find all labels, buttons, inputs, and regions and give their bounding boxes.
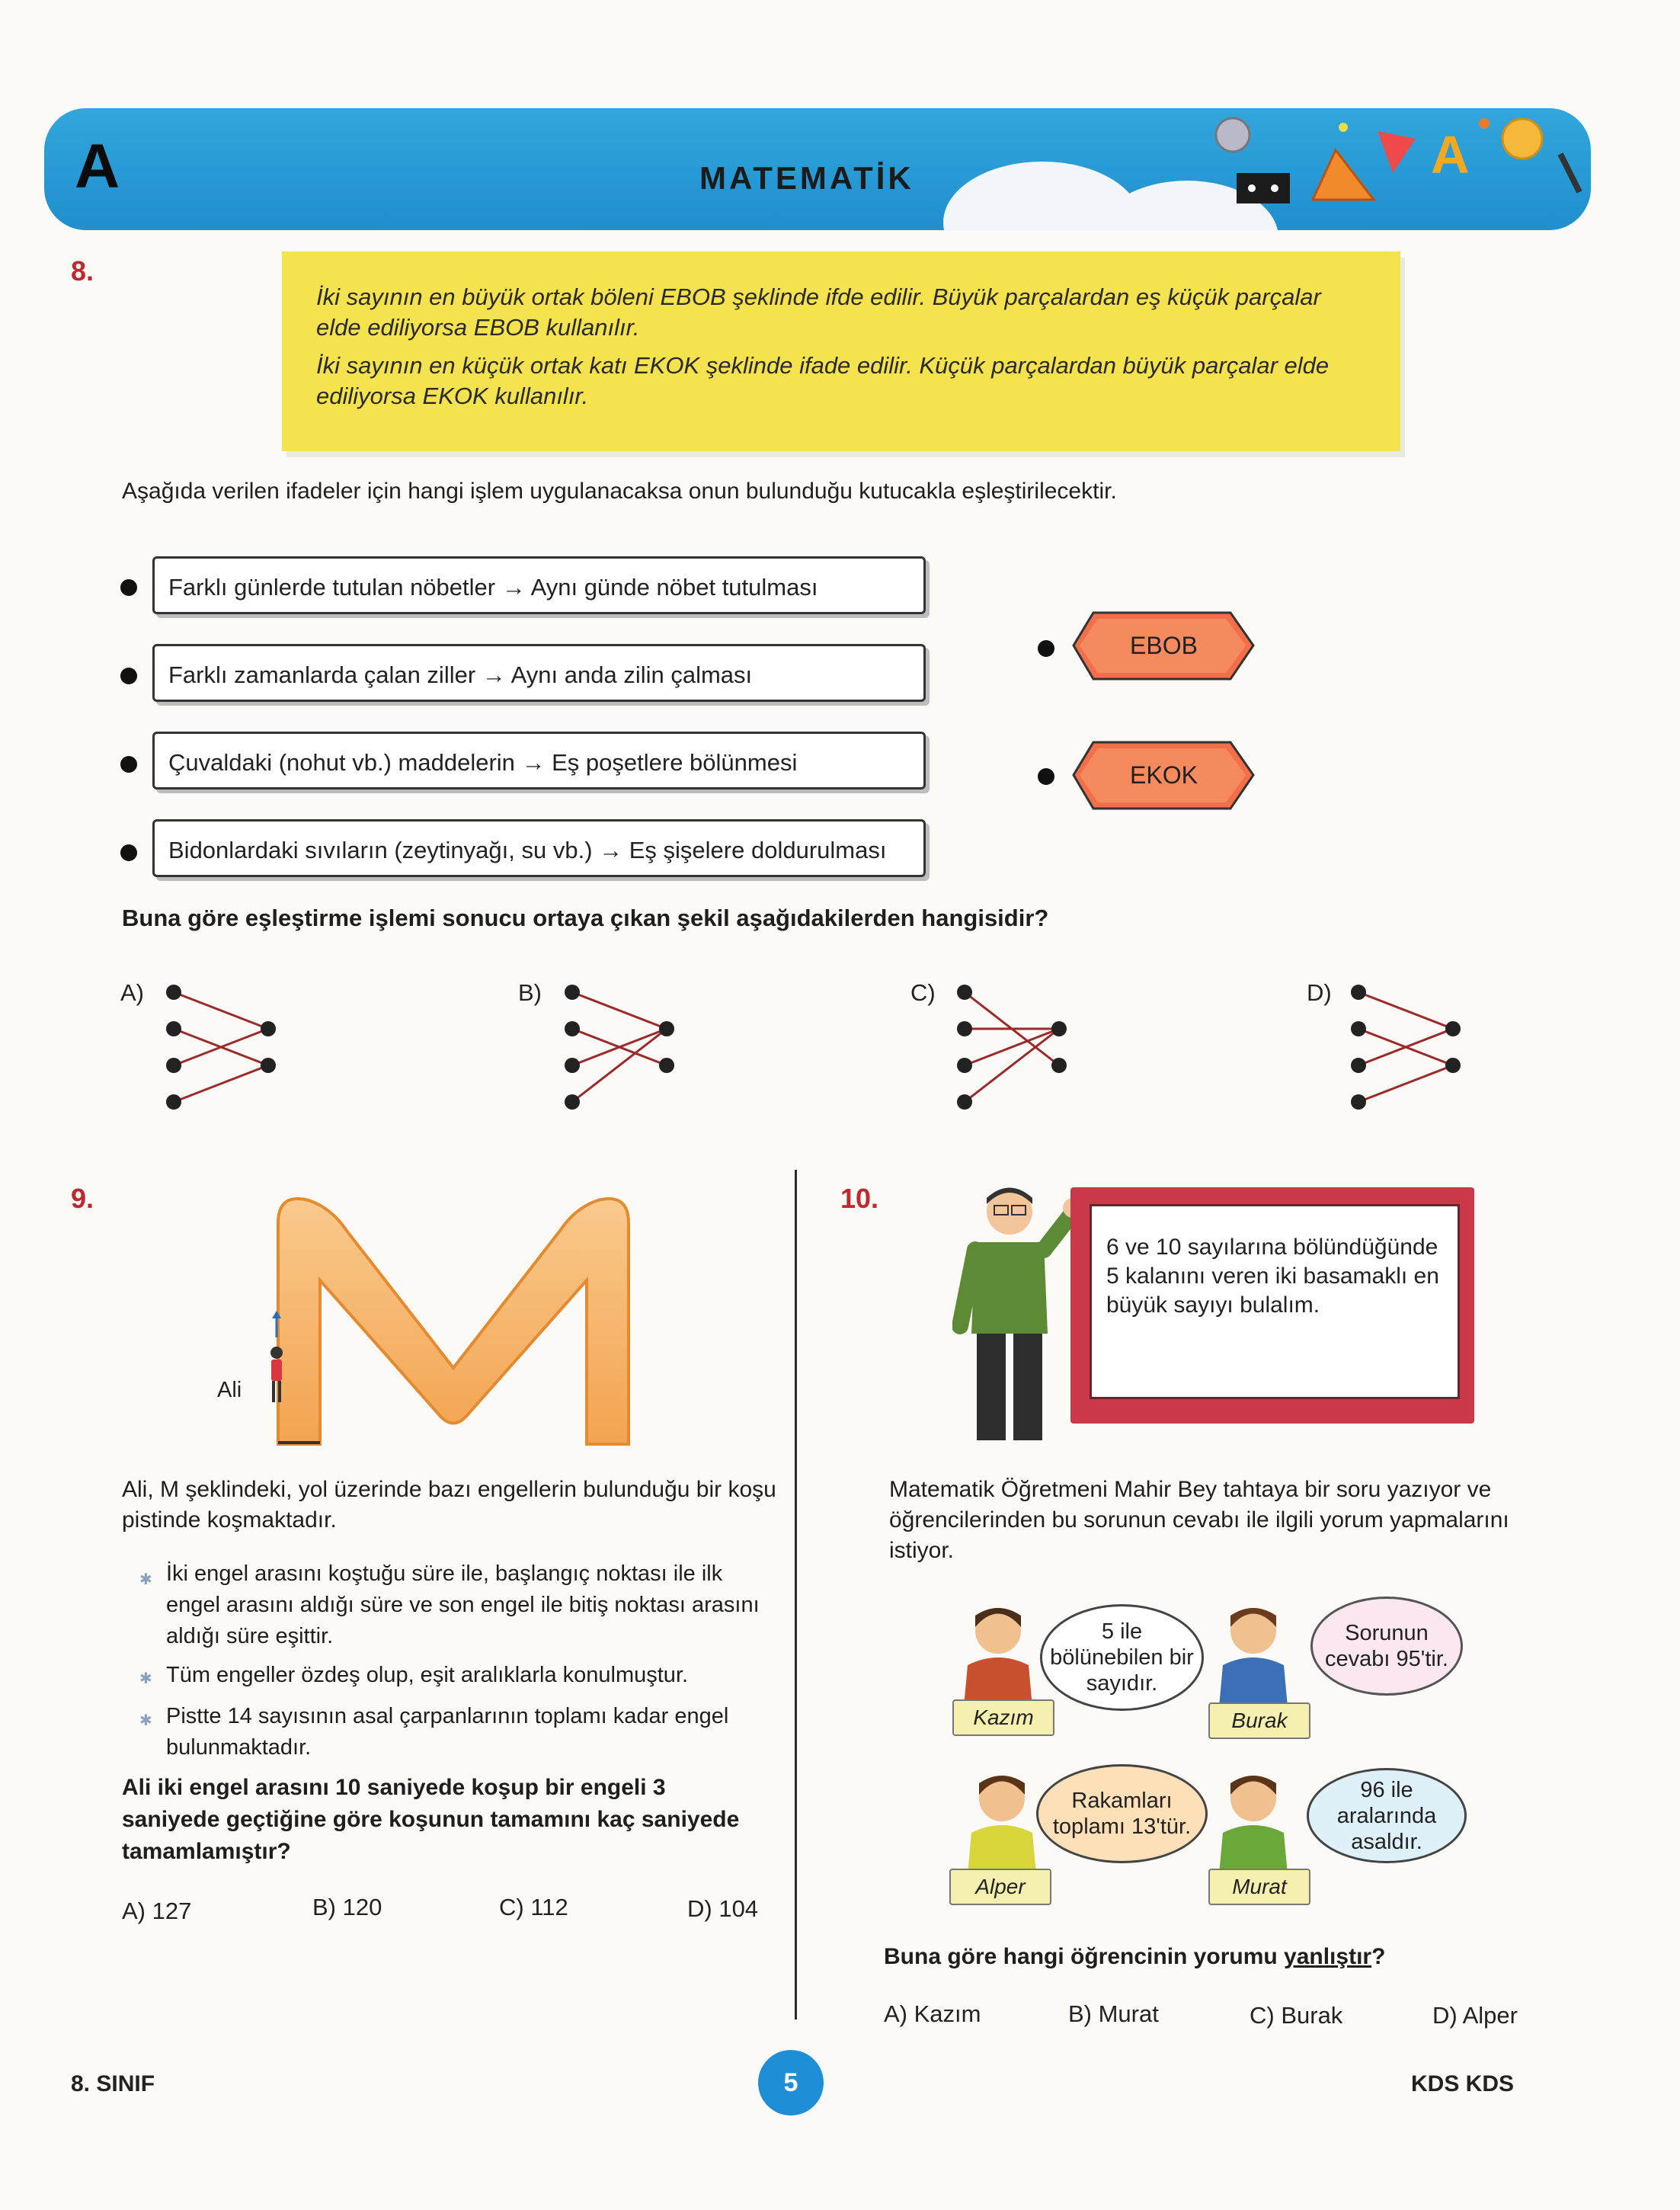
- ali-label: Ali: [217, 1378, 242, 1402]
- q9-bullet-2: Tüm engeller özdeş olup, eşit aralıklarla konulmuştur.: [166, 1663, 689, 1687]
- ebob-label: EBOB: [1130, 632, 1198, 659]
- bullet-dot: [120, 844, 137, 861]
- question-8-number: 8.: [71, 255, 94, 287]
- q9-bullet-1: İki engel arasını koştuğu süre ile, başlangıç noktası ile ilk engel arasını aldığı süre ve son engel ile bitiş noktası arasını aldığı süre eşittir.: [166, 1561, 760, 1648]
- bubble-alper: Rakamları toplamı 13'tür.: [1036, 1764, 1208, 1863]
- option-a-diagram[interactable]: [160, 983, 282, 1113]
- section-letter: A: [75, 132, 120, 201]
- question-10-number: 10.: [840, 1183, 879, 1214]
- info-ebob: İki sayının en büyük ortak böleni EBOB şeklinde ifde edilir. Büyük parçalardan eş küçük parçalar elde ediliyorsa EBOB kullanılır.: [316, 283, 1321, 341]
- q9-option-d[interactable]: D) 104: [687, 1895, 759, 1922]
- q9-option-b[interactable]: B) 120: [312, 1894, 382, 1920]
- bullet-dot: [120, 756, 137, 773]
- q10-option-a[interactable]: A) Kazım: [884, 2000, 981, 2027]
- option-b-label[interactable]: B): [518, 979, 542, 1006]
- statement-card: Farklı günlerde tutulan nöbetler → Aynı günde nöbet tutulması: [152, 556, 926, 614]
- info-ekok: İki sayının en küçük ortak katı EKOK şeklinde ifade edilir. Küçük parçalardan büyük parçalar elde ediliyorsa EKOK kullanılır.: [316, 352, 1330, 409]
- bullet-dot: [120, 579, 137, 596]
- teacher-icon: [952, 1181, 1082, 1444]
- name-burak: Burak: [1208, 1702, 1310, 1739]
- statement-card: Farklı zamanlarda çalan ziller → Aynı anda zilin çalması: [152, 644, 926, 702]
- q9-question: Ali iki engel arasını 10 saniyede koşup bir engeli 3 saniyede geçtiğine göre koşunun tamamını kaç saniyede tamamlamıştır?: [122, 1775, 740, 1864]
- q9-bullet-3: Pistte 14 sayısının asal çarpanlarının toplamı kadar engel bulunmaktadır.: [166, 1704, 729, 1760]
- m-track-figure: [248, 1185, 674, 1452]
- bullet-star-icon: ✱: [139, 1712, 152, 1729]
- q10-option-c[interactable]: C) Burak: [1250, 2002, 1343, 2029]
- name-alper: Alper: [949, 1869, 1051, 1905]
- header-decoration-icon: [1164, 108, 1591, 230]
- q10-option-b[interactable]: B) Murat: [1068, 2000, 1159, 2027]
- option-a-label[interactable]: A): [120, 979, 144, 1006]
- student-kazim-icon: [956, 1600, 1040, 1707]
- q10-text: Matematik Öğretmeni Mahir Bey tahtaya bir soru yazıyor ve öğrencilerinden bu sorunun cevabı ile ilgili yorum yapmalarını istiyor.: [889, 1477, 1509, 1563]
- question-9-number: 9.: [71, 1183, 94, 1214]
- info-box: [282, 251, 1400, 451]
- option-b-diagram[interactable]: [558, 983, 680, 1113]
- q8-question: Buna göre eşleştirme işlemi sonucu ortaya çıkan şekil aşağıdakilerden hangisidir?: [122, 905, 1049, 931]
- bullet-dot: [120, 668, 137, 684]
- q9-option-a[interactable]: A) 127: [122, 1898, 192, 1924]
- q9-text: Ali, M şeklindeki, yol üzerinde bazı engellerin bulunduğu bir koşu pistinde koşmaktadır.: [122, 1477, 776, 1533]
- footer-brand: KDS KDS: [1411, 2071, 1515, 2096]
- svg-text:A: A: [1431, 125, 1470, 184]
- runner-icon: [265, 1311, 288, 1406]
- q10-question-prefix: Buna göre hangi öğrencinin yorumu: [884, 1944, 1285, 1969]
- bubble-burak: Sorunun cevabı 95'tir.: [1310, 1597, 1463, 1696]
- student-burak-icon: [1211, 1600, 1295, 1707]
- subject-title: MATEMATİK: [699, 160, 914, 196]
- name-murat: Murat: [1208, 1869, 1310, 1905]
- q8-instruction: Aşağıda verilen ifadeler için hangi işlem uygulanacaksa onun bulunduğu kutucakla eşleştirilecektir.: [122, 479, 1117, 504]
- target-dot: [1038, 768, 1054, 785]
- statement-card: Bidonlardaki sıvıların (zeytinyağı, su vb.) → Eş şişelere doldurulması: [152, 819, 926, 877]
- footer-grade: 8. SINIF: [71, 2071, 155, 2096]
- name-kazim: Kazım: [952, 1699, 1054, 1736]
- option-c-diagram[interactable]: [951, 983, 1073, 1113]
- bubble-kazim: 5 ile bölünebilen bir sayıdır.: [1040, 1604, 1204, 1711]
- student-alper-icon: [960, 1768, 1044, 1875]
- page-number: 5: [758, 2050, 824, 2116]
- q10-question: [884, 1942, 1570, 1972]
- bubble-murat: 96 ile aralarında asaldır.: [1307, 1768, 1467, 1863]
- student-murat-icon: [1211, 1768, 1295, 1875]
- q10-question-suffix: ?: [1371, 1944, 1386, 1969]
- ekok-label: EKOK: [1130, 761, 1198, 789]
- option-c-label[interactable]: C): [910, 979, 936, 1006]
- column-divider: [795, 1170, 797, 2019]
- statement-card: Çuvaldaki (nohut vb.) maddelerin → Eş poşetlere bölünmesi: [152, 732, 926, 790]
- option-d-diagram[interactable]: [1345, 983, 1467, 1113]
- board-text: 6 ve 10 sayılarına bölündüğünde 5 kalanını veren iki basamaklı en büyük sayıyı bulalım.: [1106, 1235, 1439, 1318]
- page-header: [44, 108, 1591, 230]
- bullet-star-icon: ✱: [139, 1670, 152, 1687]
- target-dot: [1038, 640, 1054, 657]
- bullet-star-icon: ✱: [139, 1571, 152, 1588]
- q9-option-c[interactable]: C) 112: [499, 1894, 568, 1920]
- q10-question-emph: yanlıştır: [1284, 1944, 1372, 1969]
- q10-option-d[interactable]: D) Alper: [1432, 2002, 1518, 2029]
- option-d-label[interactable]: D): [1307, 979, 1332, 1006]
